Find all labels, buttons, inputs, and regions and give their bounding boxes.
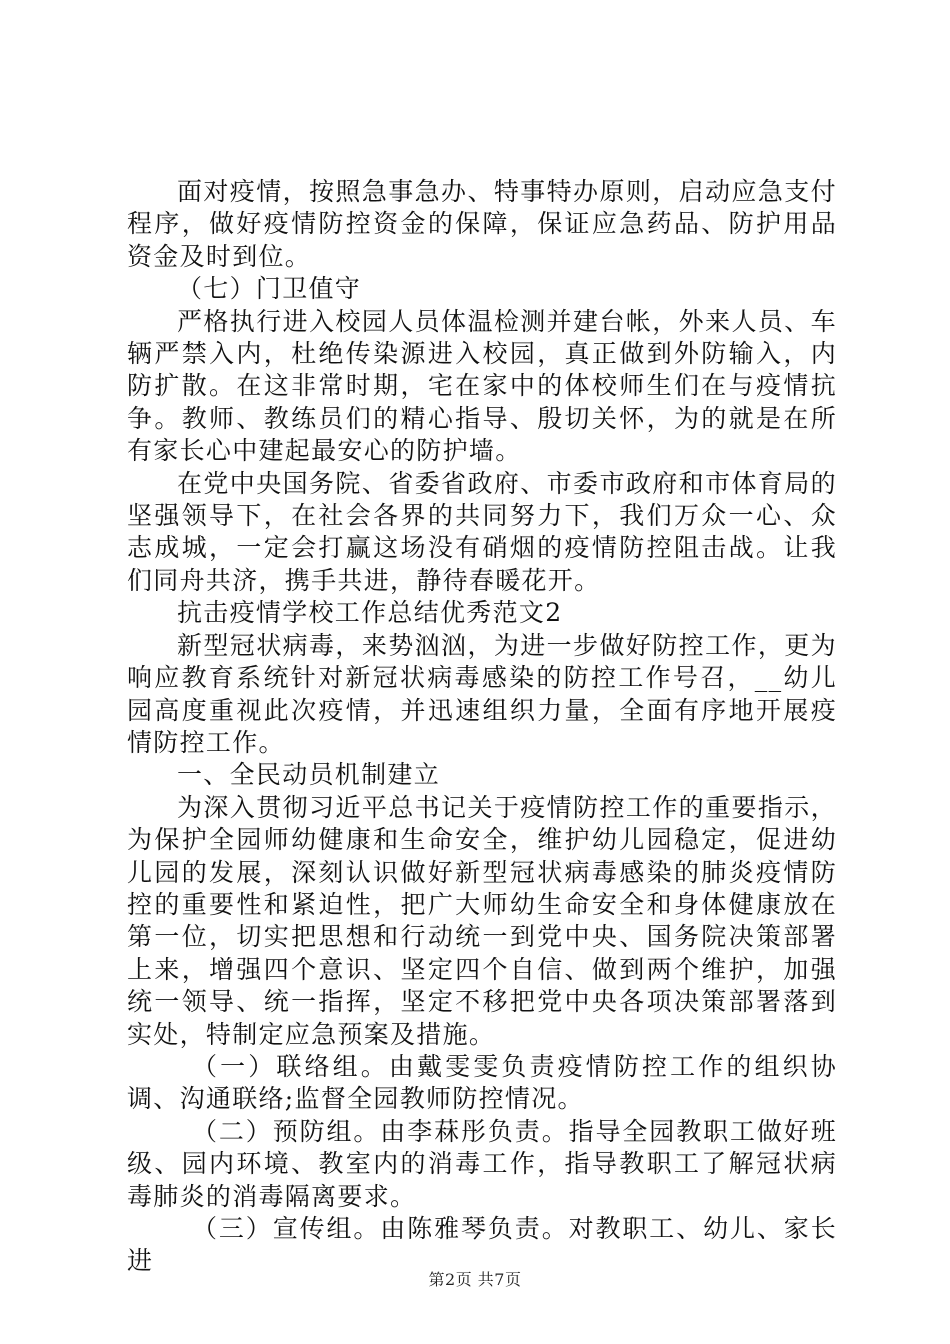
page-footer: 第2页 共7页 <box>428 1270 522 1289</box>
paragraph-prevention-group: （二）预防组。由李菻彤负责。指导全园教职工做好班级、园内环境、教室内的消毒工作，指导教职工了解冠状病毒肺炎的消毒隔离要求。 <box>127 1116 837 1211</box>
paragraph-mobilization: 为深入贯彻习近平总书记关于疫情防控工作的重要指示，为保护全园师幼健康和生命安全，维护幼儿园稳定，促进幼儿园的发展，深刻认识做好新型冠状病毒感染的肺炎疫情防控的重要性和紧迫性，把广大师幼生命安全和身体健康放在第一位，切实把思想和行动统一到党中央、国务院决策部署上来，增强四个意识、坚定四个自信、做到两个维护，加强统一领导、统一指挥，坚定不移把党中央各项决策部署落到实处，特制定应急预案及措施。 <box>127 792 837 1049</box>
paragraph-funding: 面对疫情，按照急事急办、特事特办原则，启动应急支付程序，做好疫情防控资金的保障，保证应急药品、防护用品资金及时到位。 <box>127 177 837 271</box>
section-heading-mobilization: 一、全民动员机制建立 <box>177 760 441 790</box>
paragraph-conclusion: 在党中央国务院、省委省政府、市委市政府和市体育局的坚强领导下，在社会各界的共同努力下，我们万众一心、众志成城，一定会打赢这场没有硝烟的疫情防控阻击战。让我们同舟共济，携手共进，静待春暖花开。 <box>127 468 837 595</box>
section-heading-gatekeeping: （七）门卫值守 <box>177 274 362 304</box>
paragraph-gatekeeping: 严格执行进入校园人员体温检测并建台帐，外来人员、车辆严禁入内，杜绝传染源进入校园，真正做到外防输入，内防扩散。在这非常时期，宅在家中的体校师生们在与疫情抗争。教师、教练员们的精心指导、殷切关怀，为的就是在所有家长心中建起最安心的防护墙。 <box>127 306 837 466</box>
paragraph-publicity-group: （三）宣传组。由陈雅琴负责。对教职工、幼儿、家长进 <box>127 1214 837 1276</box>
document-body <box>127 176 837 1278</box>
article-title-2: 抗击疫情学校工作总结优秀范文2 <box>177 598 563 628</box>
paragraph-intro-2: 新型冠状病毒，来势汹汹，为进一步做好防控工作，更为响应教育系统针对新冠状病毒感染的防控工作号召，__幼儿园高度重视此次疫情，并迅速组织力量，全面有序地开展疫情防控工作。 <box>127 630 837 757</box>
paragraph-liaison-group: （一）联络组。由戴雯雯负责疫情防控工作的组织协调、沟通联络;监督全园教师防控情况。 <box>127 1051 837 1114</box>
